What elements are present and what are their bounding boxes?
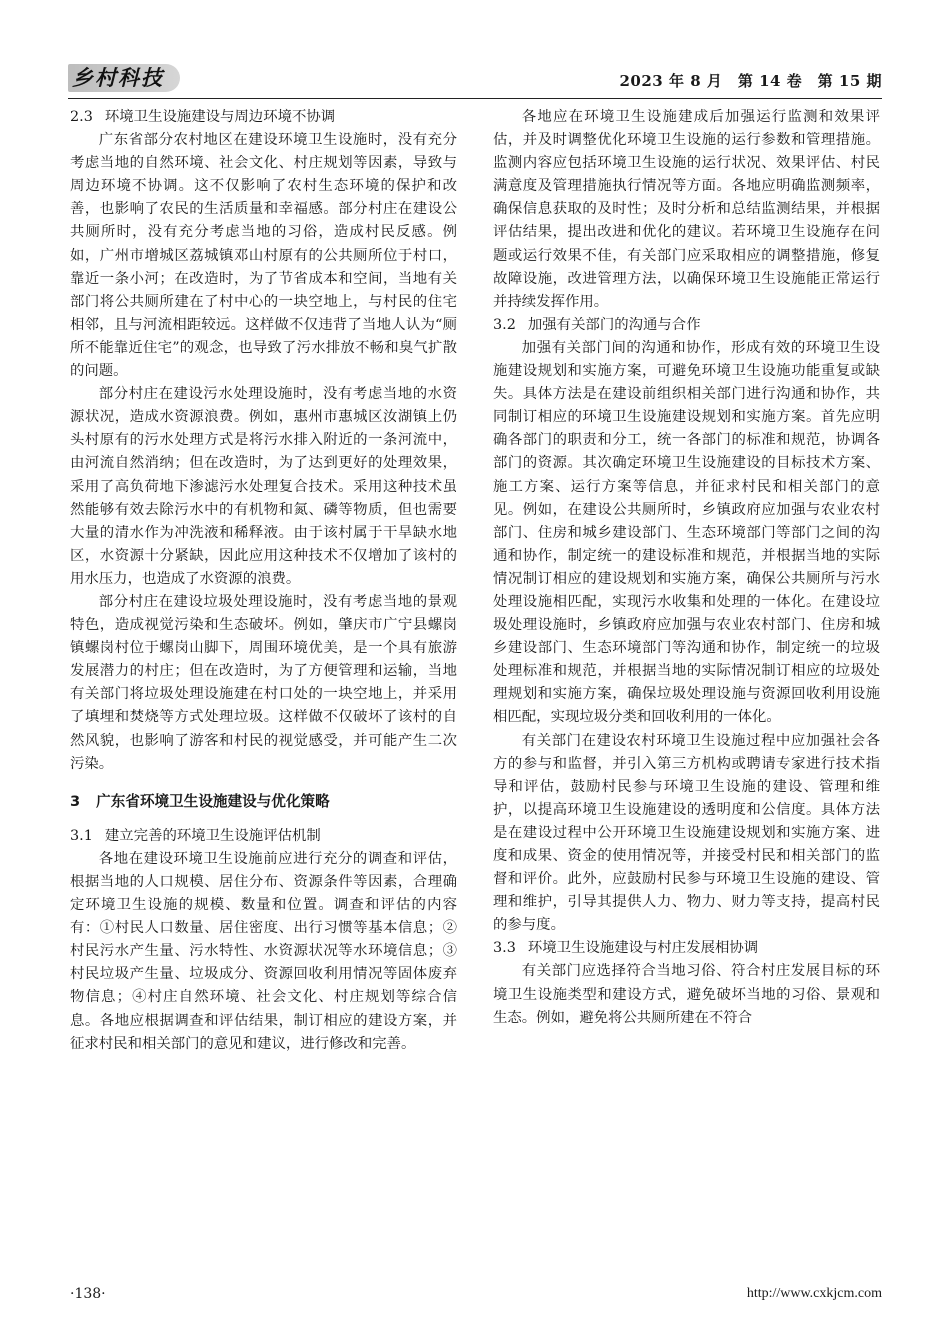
section-number: 3.2: [493, 316, 516, 333]
section-number: 3.3: [493, 940, 516, 957]
paragraph: 各地应在环境卫生设施建成后加强运行监测和效果评估，并及时调整优化环境卫生设施的运行参数和管理措施。监测内容应包括环境卫生设施的运行状况、效果评估、村民满意度及管理措施执行情况等方面。各地应明确监测频率，确保信息获取的及时性；及时分析和总结监测结果，并根据评估结果，提出改进和优化的建议。若环境卫生设施存在问题或运行效果不佳，有关部门应采取相应的调整措施，修复故障设施，改进管理方法，以确保环境卫生设施能正常运行并持续发挥作用。: [493, 109, 880, 310]
section-heading-3-2: [493, 314, 880, 337]
section-number: 2.3: [70, 109, 93, 125]
section-title: 环境卫生设施建设与村庄发展相协调: [527, 940, 759, 957]
logo-text: 乡村科技: [72, 65, 164, 90]
left-column: [70, 106, 457, 1056]
section-title: 广东省环境卫生设施建设与优化策略: [96, 792, 330, 810]
section-heading-3-1: [70, 825, 457, 848]
section-title: 建立完善的环境卫生设施评估机制: [104, 827, 321, 844]
right-column: [493, 106, 880, 1030]
section-number: 3.1: [70, 827, 93, 844]
running-header: [68, 62, 882, 96]
paragraph: 有关部门在建设农村环境卫生设施过程中应加强社会各方的参与和监督，并引入第三方机构或聘请专家进行技术指导和评估，鼓励村民参与环境卫生设施的建设、管理和维护，以提高环境卫生设施建设的透明度和公信度。具体方法是在建设过程中公开环境卫生设施建设规划和实施方案、进度和成果、资金的使用情况等，并接受村民和相关部门的监督和评价。此外，应鼓励村民参与环境卫生设施的建设、管理和维护，引导其提供人力、物力、财力等支持，提高村民的参与度。: [493, 732, 880, 934]
issue-info: 2023 年 8 月 第 14 卷 第 15 期: [619, 72, 882, 90]
page-number: ·138·: [70, 1286, 106, 1302]
paragraph: 有关部门应选择符合当地习俗、符合村庄发展目标的环境卫生设施类型和建设方式，避免破坏当地的习俗、景观和生态。例如，避免将公共厕所建在不符合: [493, 963, 880, 1026]
paragraph: 部分村庄在建设污水处理设施时，没有考虑当地的水资源状况，造成水资源浪费。例如，惠州市惠城区汝湖镇上仍头村原有的污水处理方式是将污水排入附近的一条河流中，由河流自然消纳；但在改造时，为了达到更好的处理效果，采用了高负荷地下渗滤污水处理复合技术。采用这种技术虽然能够有效去除污水中的有机物和氮、磷等物质，但也需要大量的清水作为冲洗液和稀释液。由于该村属于干旱缺水地区，水资源十分紧缺，因此应用这种技术不仅增加了该村的用水压力，也造成了水资源的浪费。: [70, 386, 457, 587]
paragraph: 加强有关部门间的沟通和协作，形成有效的环境卫生设施建设规划和实施方案，可避免环境卫生设施功能重复或缺失。具体方法是在建设前组织相关部门进行沟通和协作，共同制订相应的环境卫生设施建设规划和实施方案。首先应明确各部门的职责和分工，统一各部门的标准和规范，协调各部门的资源。其次确定环境卫生设施建设的目标技术方案、施工方案、运行方案等信息，并征求村民和相关部门的意见。例如，在建设公共厕所时，乡镇政府应加强与农业农村部门、住房和城乡建设部门、生态环境部门等部门之间的沟通和协作，制定统一的建设标准和规范，并根据当地的实际情况制订相应的建设规划和实施方案，确保公共厕所与污水处理设施相匹配，实现污水收集和处理的一体化。在建设垃圾处理设施时，乡镇政府应加强与农业农村部门、住房和城乡建设部门、生态环境部门等沟通和协作，制定统一的垃圾处理标准和规范，并根据当地的实际情况制订相应的垃圾处理规划和实施方案，确保垃圾处理设施与资源回收利用设施相匹配，实现垃圾分类和回收利用的一体化。: [493, 339, 880, 726]
section-title: 环境卫生设施建设与周边环境不协调: [104, 109, 336, 125]
section-heading-2-3: [70, 106, 457, 129]
section-heading-3-3: [493, 937, 880, 960]
journal-logo: [68, 64, 180, 92]
paragraph: 各地在建设环境卫生设施前应进行充分的调查和评估，根据当地的人口规模、居住分布、资源条件等因素，合理确定环境卫生设施的规模、数量和位置。调查和评估的内容有：①村民人口数量、居住密度、出行习惯等基本信息；②村民污水产生量、污水特性、水资源状况等水环境信息；③村民垃圾产生量、垃圾成分、资源回收利用情况等固体废弃物信息；④村庄自然环境、社会文化、村庄规划等综合信息。各地应根据调查和评估结果，制订相应的建设方案，并征求村民和相关部门的意见和建议，进行修改和完善。: [70, 850, 457, 1052]
section-title: 加强有关部门的沟通与合作: [527, 316, 701, 333]
header-rule: [68, 98, 882, 99]
paragraph: 广东省部分农村地区在建设环境卫生设施时，没有充分考虑当地的自然环境、社会文化、村庄规划等因素，导致与周边环境不协调。这不仅影响了农村生态环境的保护和改善，也影响了农民的生活质量和幸福感。部分村庄在建设公共厕所时，没有充分考虑当地的习俗，造成村民反感。例如，广州市增城区荔城镇邓山村原有的公共厕所位于村口，靠近一条小河；在改造时，为了节省成本和空间，当地有关部门将公共厕所建在了村中心的一块空地上，与村民的住宅相邻，且与河流相距较远。这样做不仅违背了当地人认为“厕所不能靠近住宅”的观念，也导致了污水排放不畅和臭气扩散的问题。: [70, 132, 457, 380]
journal-url[interactable]: http://www.cxkjcm.com: [746, 1286, 882, 1301]
section-number: 3: [70, 792, 81, 810]
paragraph: 部分村庄在建设垃圾处理设施时，没有考虑当地的景观特色，造成视觉污染和生态破坏。例如，肇庆市广宁县螺岗镇螺岗村位于螺岗山脚下，周围环境优美，是一个具有旅游发展潜力的村庄；但在改造时，为了方便管理和运输，当地有关部门将垃圾处理设施建在村口处的一块空地上，并采用了填埋和焚烧等方式处理垃圾。这样做不仅破坏了该村的自然风貌，也影响了游客和村民的视觉感受，并可能产生二次污染。: [70, 593, 457, 772]
section-heading-3: [70, 790, 457, 813]
